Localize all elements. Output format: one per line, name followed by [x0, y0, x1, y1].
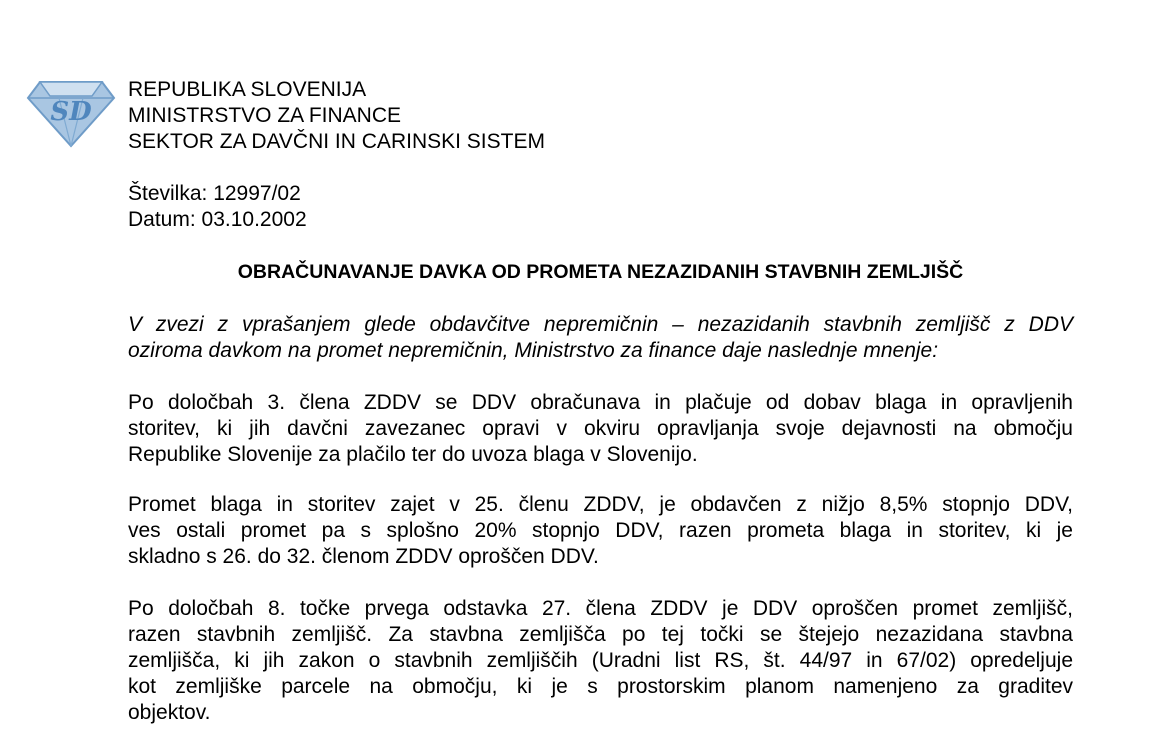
paragraph-line: Po določbah 3. člena ZDDV se DDV obračunava in plačuje od dobav blaga in opravljenih: [128, 391, 1073, 414]
paragraph-line: skladno s 26. do 32. členom ZDDV oproščen DDV.: [128, 545, 599, 568]
paragraph-line: Po določbah 8. točke prvega odstavka 27. člena ZDDV je DDV oproščen promet zemljišč,: [128, 597, 1073, 620]
paragraph-line: storitev, ki jih davčni zavezanec opravi v okviru opravljanja svoje dejavnosti na območju: [128, 417, 1073, 440]
sector-name: SEKTOR ZA DAVČNI IN CARINSKI SISTEM: [128, 130, 545, 153]
paragraph-article-3: [128, 390, 1073, 468]
paragraph-article-25: [128, 492, 1073, 570]
letterhead: [128, 77, 545, 155]
ministry-name: MINISTRSTVO ZA FINANCE: [128, 104, 402, 127]
paragraph-line: kot zemljiške parcele na območju, ki je s prostorskim planom namenjeno za graditev: [128, 675, 1073, 698]
document-title: OBRAČUNAVANJE DAVKA OD PROMETA NEZAZIDANIH STAVBNIH ZEMLJIŠČ: [237, 261, 964, 283]
logo-monogram: SD: [50, 97, 92, 127]
paragraph-line: razen stavbnih zemljišč. Za stavbna zemljišča po tej točki se štejejo nezazidana stavbna: [128, 623, 1073, 646]
paragraph-article-27: [128, 596, 1073, 726]
country-name: REPUBLIKA SLOVENIJA: [128, 78, 367, 101]
paragraph-line: V zvezi z vprašanjem glede obdavčitve nepremičnin – nezazidanih stavbnih zemljišč z DDV: [128, 313, 1073, 336]
ministry-logo: [26, 76, 116, 150]
paragraph-line: oziroma davkom na promet nepremičnin, Ministrstvo za finance daje naslednje mnenje:: [128, 339, 939, 362]
paragraph-line: Republike Slovenije za plačilo ter do uvoza blaga v Slovenijo.: [128, 443, 698, 466]
diamond-logo-icon: [26, 76, 116, 150]
document-number: Številka: 12997/02: [128, 182, 301, 205]
intro-paragraph: [128, 312, 1073, 364]
paragraph-line: Promet blaga in storitev zajet v 25. členu ZDDV, je obdavčen z nižjo 8,5% stopnjo DDV,: [128, 493, 1073, 516]
paragraph-line: ves ostali promet pa s splošno 20% stopnjo DDV, razen prometa blaga in storitev, ki je: [128, 519, 1073, 542]
document-meta: [128, 181, 307, 233]
document-date: Datum: 03.10.2002: [128, 208, 307, 231]
paragraph-line: objektov.: [128, 701, 211, 724]
paragraph-line: zemljišča, ki jih zakon o stavbnih zemljiščih (Uradni list RS, št. 44/97 in 67/02) opredeljuje: [128, 649, 1073, 672]
